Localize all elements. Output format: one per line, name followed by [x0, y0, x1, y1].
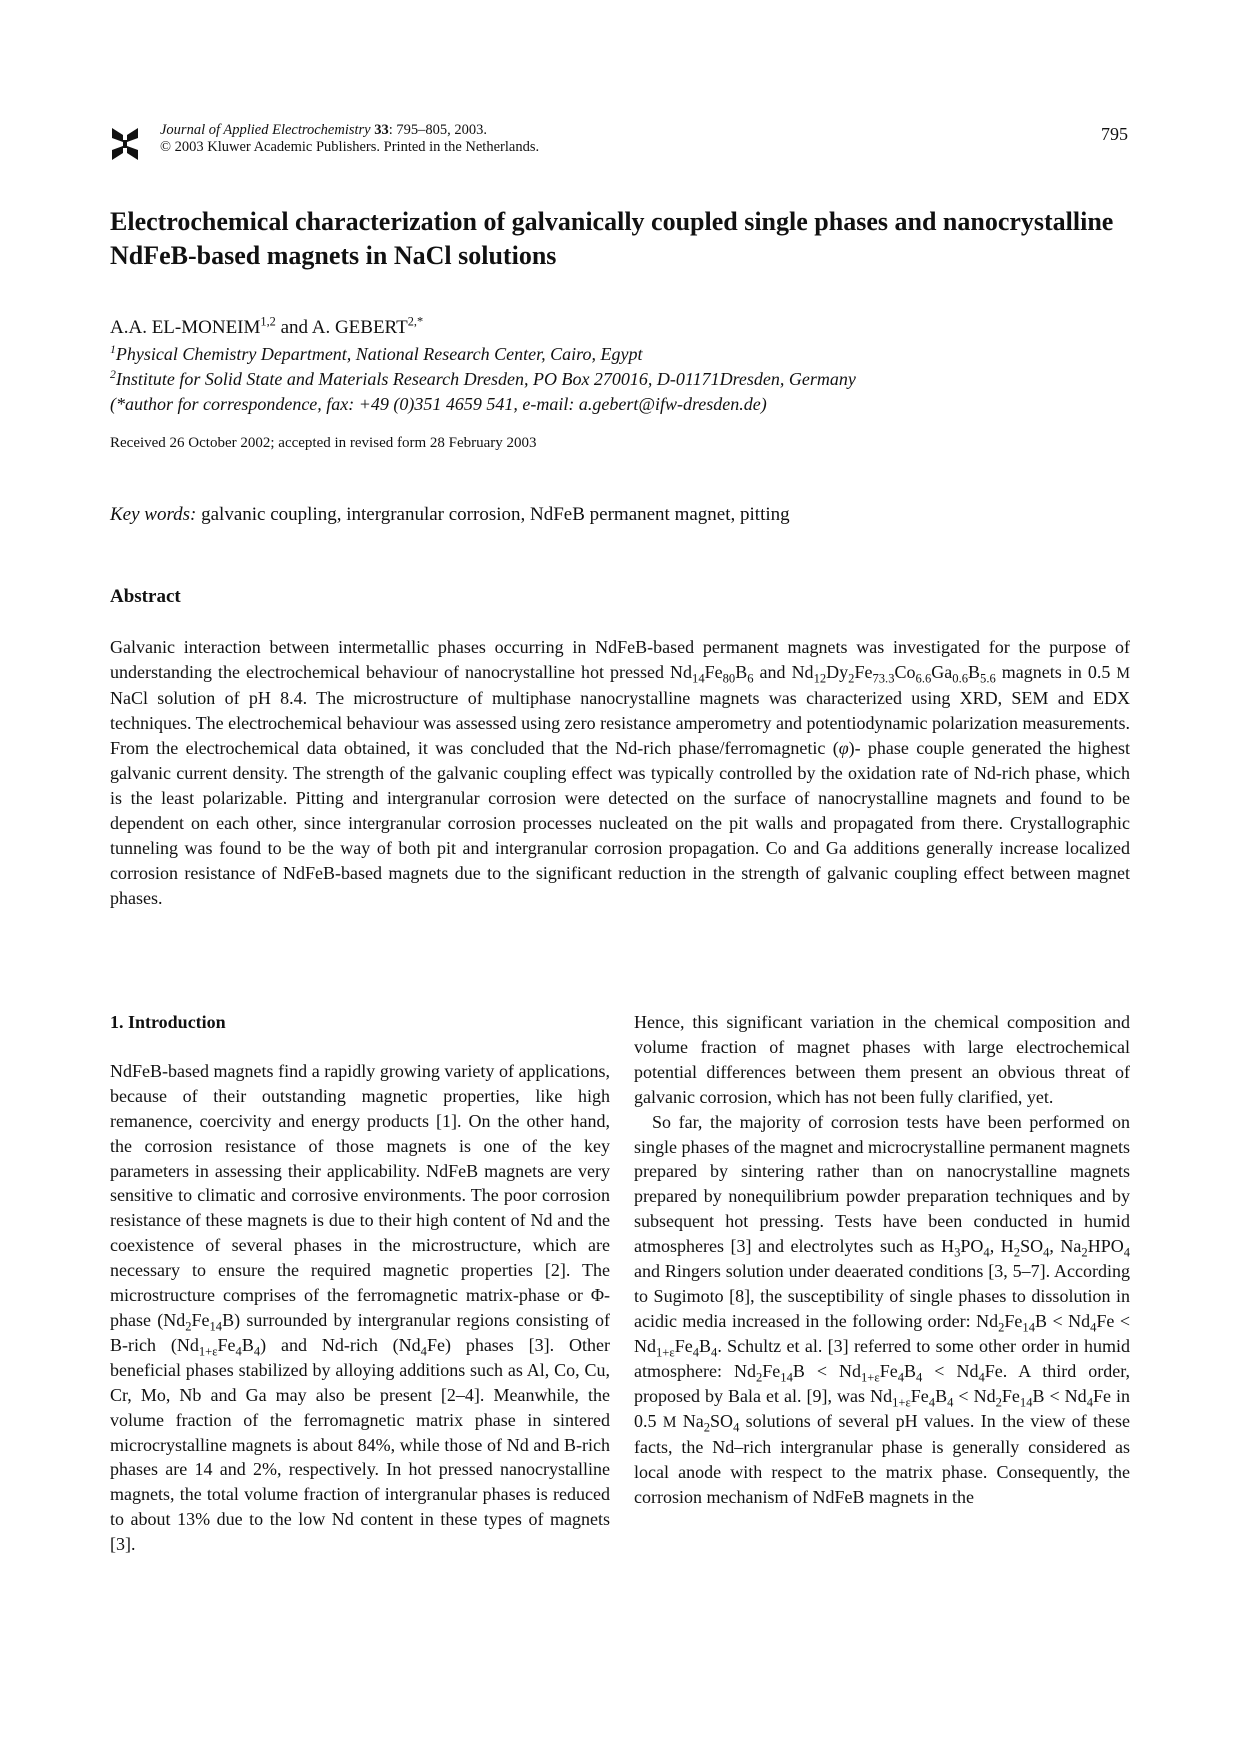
journal-name: Journal of Applied Electrochemistry: [160, 122, 371, 138]
author-1: A.A. EL-MONEIM: [110, 317, 261, 338]
keywords-text: galvanic coupling, intergranular corrosion, NdFeB permanent magnet, pitting: [196, 504, 790, 525]
affiliation-2: $^2$Institute for Solid State and Materials Research Dresden, PO Box 270016, D-01171Dresden, Germany: [110, 368, 856, 389]
publisher-logo-icon: [110, 126, 140, 162]
author-2-affiliation: 2,*: [407, 314, 424, 329]
received-dates: Received 26 October 2002; accepted in revised form 28 February 2003: [110, 435, 537, 451]
left-column: [110, 1010, 610, 1557]
introduction-paragraph-3: So far, the majority of corrosion tests have been performed on single phases of the magnet and microcrystalline permanent magnets prepared by sintering rather than on nanocrystalline magnets prepared by nonequilibrium powder preparation techniques and by subsequent hot pressing. Tests have been conducted in humid atmospheres [3] and electrolytes such as $H_3PO_4$, $H_2SO_4$, $Na_2HPO_4$ and Ringers solution under deaerated conditions [3, 5–7]. According to Sugimoto [8], the susceptibility of single phases to dissolution in acidic media increased in the following order: $Nd_2Fe_{14}B < Nd_4Fe < Nd_{1+\varepsilon}Fe_4B_4$. Schultz et al. [3] referred to some other order in humid atmosphere: $Nd_2Fe_{14}B < Nd_{1+\varepsilon}Fe_4B_4 < Nd_4Fe$. A third order, proposed by Bala et al. [9], was $Nd_{1+\varepsilon}Fe_4B_4 < Nd_2Fe_{14}B < Nd_4Fe$ in 0.5 M $Na_2SO_4$ solutions of several pH values. In the view of these facts, the Nd–rich intergranular phase is generally considered as local anode with respect to the matrix phase. Consequently, the corrosion mechanism of NdFeB magnets in the: [634, 1111, 1131, 1508]
keywords: [110, 504, 790, 526]
introduction-heading: 1. Introduction: [110, 1012, 226, 1032]
abstract-body: Galvanic interaction between intermetallic phases occurring in NdFeB-based permanent magnets was investigated for the purpose of understanding the electrochemical behaviour of nanocrystalline hot pressed $Nd_{14}Fe_{80}B_6$ and $Nd_{12}Dy_2Fe_{73.3}Co_{6.6}Ga_{0.6}B_{5.6}$ magnets in 0.5 M NaCl solution of pH 8.4. The microstructure of multiphase nanocrystalline magnets was characterized using XRD, SEM and EDX techniques. The electrochemical behaviour was assessed using zero resistance amperometry and potentiodynamic polarization measurements. From the electrochemical data obtained, it was concluded that the Nd-rich phase/ferromagnetic (φ)- phase couple generated the highest galvanic current density. The strength of the galvanic coupling effect was typically controlled by the oxidation rate of Nd-rich phase, which is the least polarizable. Pitting and intergranular corrosion were detected on the surface of nanocrystalline magnets and found to be dependent on each other, since intergranular corrosion processes nucleated on the pit walls and propagated from there. Crystallographic tunneling was found to be the way of both pit and intergranular corrosion propagation. Co and Ga additions generally increase localized corrosion resistance of NdFeB-based magnets due to the significant reduction in the strength of galvanic coupling effect between magnet phases.: [110, 637, 1130, 908]
journal-volume: 33: [374, 122, 389, 138]
introduction-paragraph-1: NdFeB-based magnets find a rapidly growing variety of applications, because of their outstanding magnetic properties, like high remanence, coercivity and energy products [1]. On the other hand, the corrosion resistance of those magnets is one of the key parameters in assessing their applicability. NdFeB magnets are very sensitive to climatic and corrosive environments. The poor corrosion resistance of these magnets is due to their high content of Nd and the coexistence of several phases in the microstructure, which are necessary to ensure the required magnetic properties [2]. The microstructure comprises of the ferromagnetic matrix-phase or Φ-phase $(Nd_2Fe_{14}B)$ surrounded by intergranular regions consisting of B-rich $(Nd_{1+\varepsilon}Fe_4B_4)$ and Nd-rich $(Nd_4Fe)$ phases [3]. Other beneficial phases stabilized by alloying additions such as Al, Co, Cu, Cr, Mo, Nb and Ga may also be present [2–4]. Meanwhile, the volume fraction of the ferromagnetic matrix phase in sintered microcrystalline magnets is about 84%, while those of Nd and B-rich phases are 14 and 2%, respectively. In hot pressed nanocrystalline magnets, the total volume fraction of intergranular phases is reduced to about 13% due to the low Nd content in these types of magnets [3].: [110, 1060, 610, 1555]
introduction-paragraph-2: Hence, this significant variation in the chemical composition and volume fraction of magnet phases with large electrochemical potential differences between them present an obvious threat of galvanic corrosion, which has not been fully clarified, yet.: [634, 1012, 1130, 1107]
correspondence-note: (*author for correspondence, fax: +49 (0)351 4659 541, e-mail: a.gebert@ifw-dresden.de): [110, 394, 767, 414]
page-number: 795: [1101, 124, 1128, 144]
author-1-affiliation: 1,2: [260, 314, 276, 329]
affiliation-1: $^1$Physical Chemistry Department, National Research Center, Cairo, Egypt: [110, 343, 643, 364]
keywords-label: Key words:: [110, 504, 197, 525]
copyright-line: © 2003 Kluwer Academic Publishers. Printed in the Netherlands.: [160, 139, 540, 155]
author-2: A. GEBERT: [311, 317, 408, 338]
journal-pages: : 795–805, 2003.: [388, 122, 488, 138]
journal-citation: [160, 122, 539, 156]
abstract-heading: Abstract: [110, 586, 181, 607]
article-title: Electrochemical characterization of galvanically coupled single phases and nanocrystalline NdFeB-based magnets in NaCl solutions: [110, 207, 1114, 270]
author-line: [110, 315, 423, 341]
author-conjunction: and: [275, 317, 312, 338]
right-column: [634, 1010, 1130, 1510]
